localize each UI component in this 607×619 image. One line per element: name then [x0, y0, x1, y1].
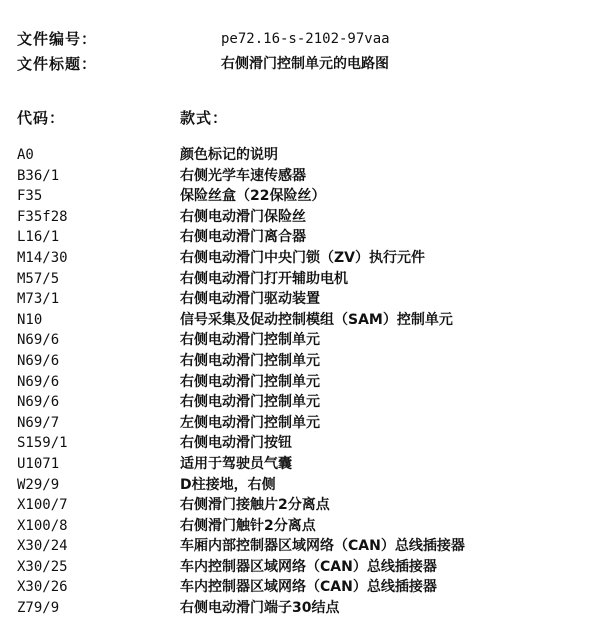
- component-code: S159/1: [17, 435, 68, 452]
- table-row: [0, 330, 607, 351]
- component-description: 右侧滑门触针2分离点: [180, 517, 316, 534]
- table-row: [0, 227, 607, 248]
- component-description: 右侧电动滑门中央门锁（ZV）执行元件: [180, 249, 425, 266]
- component-code: M14/30: [17, 249, 68, 266]
- table-row: [0, 186, 607, 207]
- component-description: 信号采集及促动控制模组（SAM）控制单元: [180, 311, 453, 328]
- table-row: [0, 145, 607, 166]
- table-row: [0, 577, 607, 598]
- component-code: M57/5: [17, 270, 60, 287]
- component-code: X30/25: [17, 558, 68, 575]
- component-code: N69/6: [17, 373, 60, 390]
- component-description: D柱接地，右侧: [180, 476, 276, 493]
- table-row: [0, 351, 607, 372]
- component-description: 右侧电动滑门保险丝: [180, 208, 306, 225]
- doc-title-label: 文件标题：: [17, 55, 98, 73]
- component-description: 右侧电动滑门控制单元: [180, 352, 320, 369]
- component-description: 右侧电动滑门控制单元: [180, 394, 320, 411]
- description-column-header: 款式：: [180, 109, 229, 127]
- table-row: [0, 310, 607, 331]
- component-description: 右侧电动滑门离合器: [180, 229, 306, 246]
- component-description: 车内控制器区域网络（CAN）总线插接器: [180, 579, 437, 596]
- table-row: [0, 372, 607, 393]
- doc-title-value: 右侧滑门控制单元的电路图: [221, 56, 389, 72]
- doc-number-label: 文件编号：: [17, 30, 98, 48]
- component-code: B36/1: [17, 167, 60, 184]
- component-description: 右侧电动滑门控制单元: [180, 373, 320, 390]
- component-code: N10: [17, 311, 43, 328]
- component-code: L16/1: [17, 229, 60, 246]
- table-row: [0, 454, 607, 475]
- component-description: 车内控制器区域网络（CAN）总线插接器: [180, 558, 437, 575]
- table-row: [0, 598, 607, 619]
- component-code: X30/24: [17, 538, 68, 555]
- component-description: 右侧光学车速传感器: [180, 167, 306, 184]
- table-row: [0, 392, 607, 413]
- component-description: 右侧电动滑门端子30结点: [180, 600, 340, 617]
- table-row: [0, 413, 607, 434]
- component-list: [0, 145, 607, 619]
- component-description: 右侧电动滑门打开辅助电机: [180, 270, 348, 287]
- component-description: 颜色标记的说明: [180, 147, 278, 163]
- table-row: [0, 495, 607, 516]
- component-code: N69/6: [17, 332, 60, 349]
- component-code: W29/9: [17, 476, 60, 493]
- component-description: 车厢内部控制器区域网络（CAN）总线插接器: [180, 538, 465, 555]
- table-row: [0, 536, 607, 557]
- table-row: [0, 207, 607, 228]
- doc-number-value: pe72.16-s-2102-97vaa: [221, 31, 390, 47]
- table-row: [0, 516, 607, 537]
- table-row: [0, 166, 607, 187]
- component-code: X100/7: [17, 497, 68, 514]
- component-description: 右侧电动滑门控制单元: [180, 332, 320, 349]
- code-column-header: 代码：: [17, 109, 66, 127]
- component-code: N69/6: [17, 352, 60, 369]
- component-description: 右侧电动滑门驱动装置: [180, 291, 320, 308]
- component-description: 右侧滑门接触片2分离点: [180, 497, 330, 514]
- component-code: N69/6: [17, 394, 60, 411]
- component-code: X100/8: [17, 517, 68, 534]
- component-code: Z79/9: [17, 600, 60, 617]
- component-description: 左侧电动滑门控制单元: [180, 414, 320, 431]
- table-row: [0, 269, 607, 290]
- table-row: [0, 289, 607, 310]
- table-row: [0, 248, 607, 269]
- component-code: A0: [17, 147, 34, 163]
- component-description: 右侧电动滑门按钮: [180, 435, 292, 452]
- component-description: 适用于驾驶员气囊: [180, 455, 292, 472]
- component-code: M73/1: [17, 291, 60, 308]
- component-code: F35f28: [17, 208, 68, 225]
- component-description: 保险丝盒（22保险丝）: [180, 188, 326, 205]
- component-code: F35: [17, 188, 43, 205]
- component-code: U1071: [17, 455, 60, 472]
- table-row: [0, 557, 607, 578]
- table-row: [0, 433, 607, 454]
- component-code: N69/7: [17, 414, 60, 431]
- table-row: [0, 475, 607, 496]
- component-code: X30/26: [17, 579, 68, 596]
